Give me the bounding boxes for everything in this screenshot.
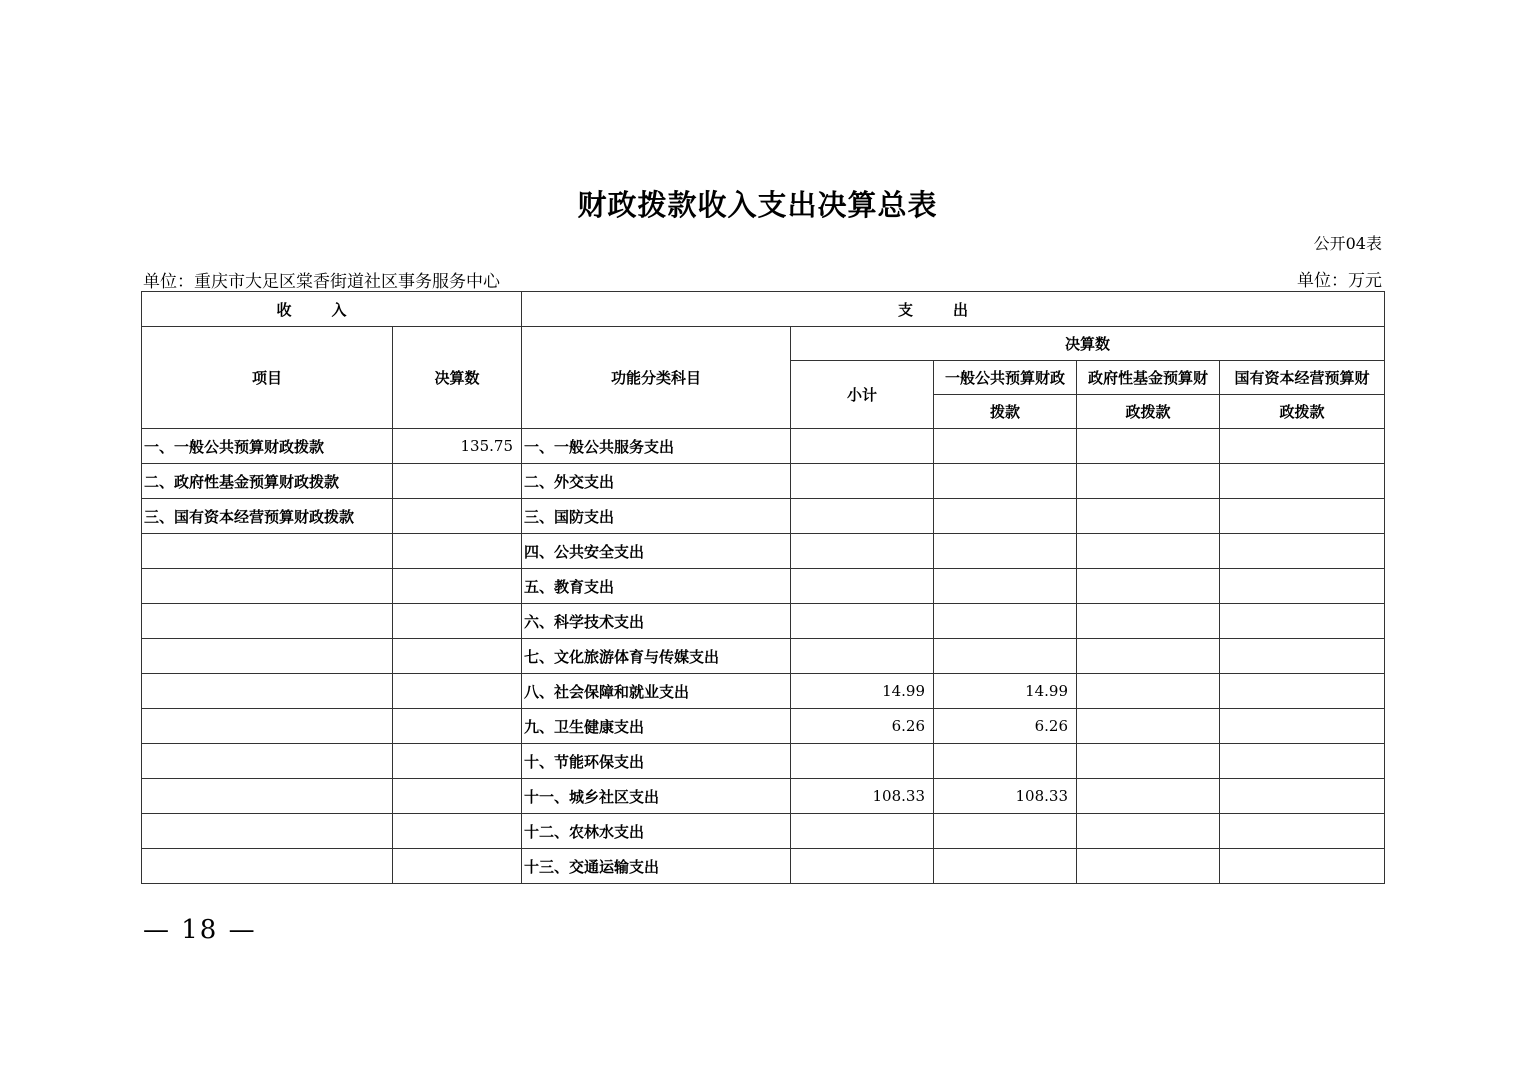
state-capital-value bbox=[1220, 604, 1385, 639]
expenditure-final-amount-header: 决算数 bbox=[791, 327, 1385, 361]
table-row bbox=[142, 849, 1385, 884]
income-amount bbox=[393, 639, 522, 674]
table-row bbox=[142, 429, 1385, 464]
income-item bbox=[142, 604, 393, 639]
income-item: 一、一般公共预算财政拨款 bbox=[142, 429, 393, 464]
subtotal-value: 14.99 bbox=[791, 674, 934, 709]
income-item: 三、国有资本经营预算财政拨款 bbox=[142, 499, 393, 534]
general-budget-header-line1: 一般公共预算财政 bbox=[934, 361, 1077, 395]
general-budget-value bbox=[934, 534, 1077, 569]
state-capital-header-line1: 国有资本经营预算财 bbox=[1220, 361, 1385, 395]
income-item bbox=[142, 674, 393, 709]
expenditure-item: 十一、城乡社区支出 bbox=[522, 779, 791, 814]
income-amount: 135.75 bbox=[393, 429, 522, 464]
table-row bbox=[142, 674, 1385, 709]
state-capital-value bbox=[1220, 779, 1385, 814]
expenditure-item: 六、科学技术支出 bbox=[522, 604, 791, 639]
income-amount bbox=[393, 534, 522, 569]
expenditure-item: 十、节能环保支出 bbox=[522, 744, 791, 779]
expenditure-item: 十三、交通运输支出 bbox=[522, 849, 791, 884]
subtotal-value bbox=[791, 639, 934, 674]
expenditure-item: 三、国防支出 bbox=[522, 499, 791, 534]
income-amount bbox=[393, 464, 522, 499]
state-capital-value bbox=[1220, 814, 1385, 849]
expenditure-header: 支出 bbox=[522, 292, 1385, 327]
income-item bbox=[142, 779, 393, 814]
general-budget-value bbox=[934, 814, 1077, 849]
table-row bbox=[142, 464, 1385, 499]
income-amount bbox=[393, 849, 522, 884]
table-row bbox=[142, 709, 1385, 744]
subtotal-value: 108.33 bbox=[791, 779, 934, 814]
gov-fund-value bbox=[1077, 429, 1220, 464]
gov-fund-value bbox=[1077, 534, 1220, 569]
general-budget-value bbox=[934, 604, 1077, 639]
state-capital-value bbox=[1220, 674, 1385, 709]
state-capital-value bbox=[1220, 849, 1385, 884]
table-row bbox=[142, 779, 1385, 814]
page-number: — 18 — bbox=[143, 915, 257, 945]
income-amount bbox=[393, 499, 522, 534]
general-budget-value: 14.99 bbox=[934, 674, 1077, 709]
gov-fund-value bbox=[1077, 569, 1220, 604]
general-budget-value bbox=[934, 569, 1077, 604]
income-amount bbox=[393, 709, 522, 744]
income-item bbox=[142, 639, 393, 674]
page-title: 财政拨款收入支出决算总表 bbox=[577, 188, 938, 222]
income-item: 二、政府性基金预算财政拨款 bbox=[142, 464, 393, 499]
income-item bbox=[142, 534, 393, 569]
income-header: 收入 bbox=[142, 292, 522, 327]
budget-table bbox=[141, 291, 1385, 884]
income-amount bbox=[393, 674, 522, 709]
state-capital-value bbox=[1220, 429, 1385, 464]
state-capital-header-line2: 政拨款 bbox=[1220, 395, 1385, 429]
subtotal-value bbox=[791, 429, 934, 464]
subtotal-value: 6.26 bbox=[791, 709, 934, 744]
subtotal-value bbox=[791, 534, 934, 569]
function-category-header: 功能分类科目 bbox=[522, 327, 791, 429]
table-row bbox=[142, 499, 1385, 534]
unit-currency: 单位：万元 bbox=[1297, 271, 1382, 291]
gov-fund-value bbox=[1077, 744, 1220, 779]
income-item bbox=[142, 744, 393, 779]
income-item bbox=[142, 709, 393, 744]
gov-fund-value bbox=[1077, 814, 1220, 849]
gov-fund-value bbox=[1077, 674, 1220, 709]
general-budget-value bbox=[934, 464, 1077, 499]
gov-fund-value bbox=[1077, 604, 1220, 639]
table-row bbox=[142, 569, 1385, 604]
unit-organization: 单位：重庆市大足区棠香街道社区事务服务中心 bbox=[143, 272, 500, 292]
table-row bbox=[142, 814, 1385, 849]
income-item bbox=[142, 814, 393, 849]
income-amount bbox=[393, 779, 522, 814]
expenditure-item: 一、一般公共服务支出 bbox=[522, 429, 791, 464]
expenditure-item: 十二、农林水支出 bbox=[522, 814, 791, 849]
gov-fund-header-line2: 政拨款 bbox=[1077, 395, 1220, 429]
income-item bbox=[142, 569, 393, 604]
state-capital-value bbox=[1220, 499, 1385, 534]
income-item bbox=[142, 849, 393, 884]
state-capital-value bbox=[1220, 744, 1385, 779]
subtotal-value bbox=[791, 499, 934, 534]
general-budget-header-line2: 拨款 bbox=[934, 395, 1077, 429]
income-final-amount-header: 决算数 bbox=[393, 327, 522, 429]
table-row bbox=[142, 639, 1385, 674]
table-row bbox=[142, 534, 1385, 569]
general-budget-value bbox=[934, 744, 1077, 779]
gov-fund-value bbox=[1077, 779, 1220, 814]
subtotal-header: 小计 bbox=[791, 361, 934, 429]
gov-fund-value bbox=[1077, 849, 1220, 884]
table-row bbox=[142, 744, 1385, 779]
general-budget-value bbox=[934, 639, 1077, 674]
gov-fund-value bbox=[1077, 709, 1220, 744]
expenditure-item: 八、社会保障和就业支出 bbox=[522, 674, 791, 709]
subtotal-value bbox=[791, 849, 934, 884]
state-capital-value bbox=[1220, 569, 1385, 604]
expenditure-item: 七、文化旅游体育与传媒支出 bbox=[522, 639, 791, 674]
state-capital-value bbox=[1220, 639, 1385, 674]
state-capital-value bbox=[1220, 464, 1385, 499]
general-budget-value bbox=[934, 429, 1077, 464]
expenditure-item: 四、公共安全支出 bbox=[522, 534, 791, 569]
subtotal-value bbox=[791, 464, 934, 499]
income-amount bbox=[393, 744, 522, 779]
general-budget-value: 108.33 bbox=[934, 779, 1077, 814]
general-budget-value: 6.26 bbox=[934, 709, 1077, 744]
gov-fund-value bbox=[1077, 639, 1220, 674]
state-capital-value bbox=[1220, 709, 1385, 744]
general-budget-value bbox=[934, 499, 1077, 534]
income-amount bbox=[393, 604, 522, 639]
gov-fund-value bbox=[1077, 499, 1220, 534]
subtotal-value bbox=[791, 814, 934, 849]
subtotal-value bbox=[791, 569, 934, 604]
income-amount bbox=[393, 569, 522, 604]
subtotal-value bbox=[791, 604, 934, 639]
form-number: 公开04表 bbox=[1313, 234, 1382, 253]
expenditure-item: 二、外交支出 bbox=[522, 464, 791, 499]
income-amount bbox=[393, 814, 522, 849]
table-row bbox=[142, 604, 1385, 639]
general-budget-value bbox=[934, 849, 1077, 884]
expenditure-item: 九、卫生健康支出 bbox=[522, 709, 791, 744]
state-capital-value bbox=[1220, 534, 1385, 569]
item-header: 项目 bbox=[142, 327, 393, 429]
gov-fund-value bbox=[1077, 464, 1220, 499]
subtotal-value bbox=[791, 744, 934, 779]
expenditure-item: 五、教育支出 bbox=[522, 569, 791, 604]
gov-fund-header-line1: 政府性基金预算财 bbox=[1077, 361, 1220, 395]
